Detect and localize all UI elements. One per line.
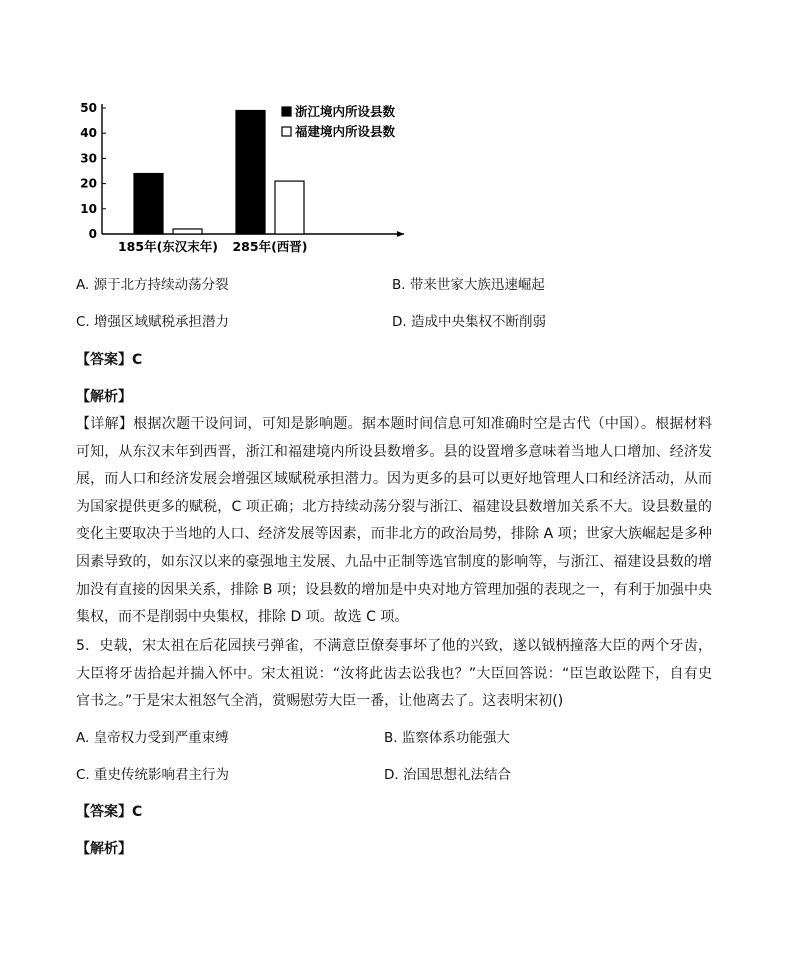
chart-legend	[282, 104, 396, 139]
x-category-label: 285年(西晋)	[232, 239, 308, 254]
q5-option-c[interactable]: C. 重史传统影响君主行为	[76, 767, 230, 783]
y-tick-label: 50	[80, 101, 97, 115]
q5-stem: 5．史载，宋太祖在后花园挟弓弹雀，不满意臣僚奏事坏了他的兴致，遂以钺柄撞落大臣的两个牙齿，大臣将牙齿拾起并揣入怀中。宋太祖说：“汝将此齿去讼我也？”大臣回答说：“臣岂敢讼陛下，自有史官书之。”于是宋太祖怒气全消，赏赐慰劳大臣一番，让他离去了。这表明宋初()	[76, 638, 712, 710]
x-axis-arrow	[397, 231, 404, 237]
bar-zhejiang	[236, 111, 265, 234]
q4-answer	[76, 350, 142, 370]
answer-value: C	[132, 352, 143, 368]
answer-value: C	[132, 804, 143, 820]
bar-fujian	[173, 229, 202, 234]
q5-answer	[76, 802, 142, 822]
chart-bars	[134, 111, 304, 234]
q5-option-b[interactable]: B. 监察体系功能强大	[384, 730, 510, 746]
answer-label: 【答案】	[76, 804, 132, 820]
legend-swatch	[282, 127, 291, 136]
y-tick-label: 40	[80, 126, 97, 141]
legend-label: 福建境内所设县数	[295, 124, 396, 139]
q5-analysis-label: 【解析】	[76, 841, 132, 857]
y-tick-label: 10	[80, 201, 97, 216]
legend-label: 浙江境内所设县数	[295, 104, 396, 119]
q4-option-c[interactable]: C. 增强区域赋税承担潜力	[76, 314, 230, 330]
bar-fujian	[275, 181, 304, 234]
q5-option-a[interactable]: A. 皇帝权力受到严重束缚	[76, 730, 229, 746]
q4-option-d[interactable]: D. 造成中央集权不断削弱	[392, 314, 546, 330]
county-count-bar-chart	[78, 96, 418, 266]
bar-zhejiang	[134, 174, 163, 234]
q4-option-b[interactable]: B. 带来世家大族迅速崛起	[392, 277, 545, 293]
legend-swatch	[282, 107, 291, 116]
q4-analysis-label: 【解析】	[76, 389, 132, 405]
q5-option-d[interactable]: D. 治国思想礼法结合	[384, 767, 511, 783]
q4-detail-text: 【详解】根据次题干设问词，可知是影响题。据本题时间信息可知准确时空是古代（中国）。根据材料可知，从东汉末年到西晋，浙江和福建境内所设县数增多。县的设置增多意味着当地人口增加、经济发展，而人口和经济发展会增强区域赋税承担潜力。因为更多的县可以更好地管理人口和经济活动，从而为国家提供更多的赋税，C 项正确；北方持续动荡分裂与浙江、福建设县数增加关系不大。设县数量的变化主要取决于当地的人口、经济发展等因素，而非北方的政治局势，排除 A 项；世家大族崛起是多种因素导致的，如东汉以来的豪强地主发展、九品中正制等选官制度的影响等，与浙江、福建设县数的增加没有直接的因果关系，排除 B 项；设县数的增加是中央对地方管理加强的表现之一，有利于加强中央集权，而不是削弱中央集权，排除 D 项。故选 C 项。	[76, 416, 712, 626]
y-tick-label: 20	[80, 176, 97, 191]
answer-label: 【答案】	[76, 352, 132, 368]
y-tick-label: 0	[88, 227, 97, 241]
x-category-label: 185年(东汉末年)	[117, 239, 219, 254]
y-tick-label: 30	[80, 151, 97, 166]
q4-option-a[interactable]: A. 源于北方持续动荡分裂	[76, 277, 229, 293]
